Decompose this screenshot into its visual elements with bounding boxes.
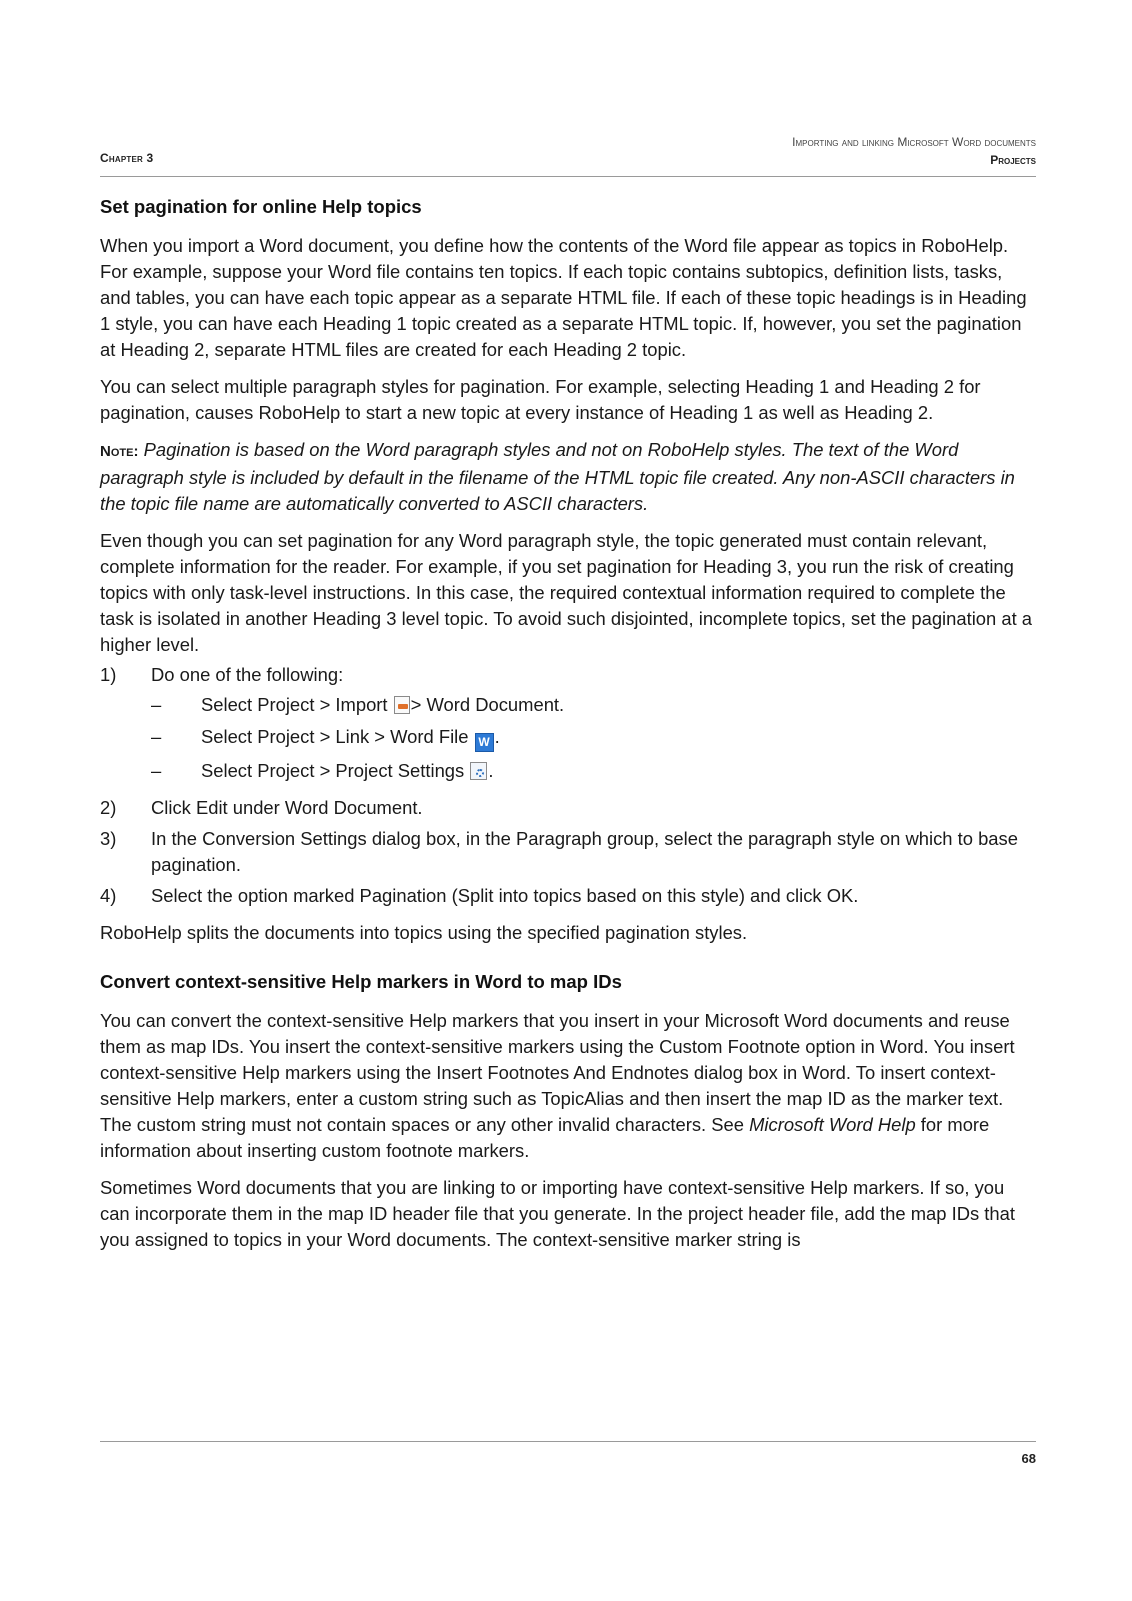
substep-list (151, 692, 1036, 784)
substep-text-tail: > Word Document. (410, 694, 565, 715)
step-text: In the Conversion Settings dialog box, in the Paragraph group, select the paragraph style on which to base pagination. (151, 828, 1018, 875)
paragraph: When you import a Word document, you define how the contents of the Word file appear as topics in RoboHelp. For example, suppose your Word file contains ten topics. If each topic contains subtopics, definition lists, tasks, and tables, you can have each topic appear as a separate HTML file. If each of these topic headings is in Heading 1 style, you can have each Heading 1 topic created as a separate HTML topic. If, however, you set the pagination at Heading 2, separate HTML files are created for each Heading 2 topic. (100, 235, 1027, 360)
note-text: Pagination is based on the Word paragraph styles and not on RoboHelp styles. The text of the Word paragraph style is included by default in the filename of the HTML topic file created. Any non-ASCII characters in the topic file name are automatically converted to ASCII characters. (100, 439, 1015, 514)
step-item (100, 883, 1036, 909)
substep-dash: – (151, 760, 162, 781)
substep-dash: – (151, 726, 162, 747)
step-text: Click Edit under Word Document. (151, 797, 423, 818)
substep-dash: – (151, 694, 162, 715)
procedure-steps (100, 662, 1036, 909)
substep-text: Select Project > Import (201, 694, 393, 715)
substep-item (151, 758, 1036, 784)
step-item (100, 662, 1036, 790)
chapter-label: Chapter 3 (100, 151, 154, 165)
page-number: 68 (1021, 1451, 1036, 1466)
substep-text-tail: . (494, 726, 500, 747)
paragraph: RoboHelp splits the documents into topics using the specified pagination styles. (100, 922, 748, 943)
section-heading-map-ids: Convert context-sensitive Help markers in Word to map IDs (100, 971, 622, 992)
step-number: 2) (100, 797, 117, 818)
step-item (100, 795, 1036, 821)
step-item (100, 826, 1036, 878)
substep-text: Select Project > Project Settings (201, 760, 470, 781)
paragraph: Sometimes Word documents that you are linking to or importing have context-sensitive Help markers. If so, you can incorporate them in the map ID header file that you generate. In the project header file, add the map IDs that you assigned to topics in your Word documents. The context-sensitive marker string is (100, 1177, 1015, 1250)
project-settings-icon (470, 762, 487, 780)
paragraph: You can select multiple paragraph styles for pagination. For example, selecting Heading 1 and Heading 2 for pagination, causes RoboHelp to start a new topic at every instance of Heading 1 as well as Heading 2. (100, 376, 981, 423)
running-header (792, 133, 1036, 169)
note-label: Note: (100, 443, 139, 460)
running-header-title: Importing and linking Microsoft Word documents (792, 135, 1036, 149)
paragraph: You can convert the context-sensitive Help markers that you insert in your Microsoft Word documents and reuse them as map IDs. You insert the context-sensitive markers using the Custom Footnote option in Word. You insert context-sensitive Help markers using the Insert Footnotes And Endnotes dialog box in Word. To insert context-sensitive Help markers, enter a custom string such as TopicAlias and then insert the map ID as the marker text. The custom string must not contain spaces or any other invalid characters. See Microsoft Word Help for more information about inserting custom footnote markers. (100, 1010, 1015, 1161)
step-number: 1) (100, 664, 117, 685)
note-paragraph (100, 437, 1036, 517)
running-header-section: Projects (990, 153, 1036, 167)
substep-text-tail: . (488, 760, 494, 781)
import-icon (394, 696, 410, 714)
step-text: Do one of the following: (151, 664, 344, 685)
page-body (100, 195, 1036, 1264)
substep-text: Select Project > Link > Word File (201, 726, 474, 747)
emphasized-reference: Microsoft Word Help (749, 1114, 916, 1135)
footer-divider (100, 1441, 1036, 1442)
word-file-icon: W (475, 733, 494, 752)
section-heading-pagination: Set pagination for online Help topics (100, 196, 422, 217)
paragraph: Even though you can set pagination for any Word paragraph style, the topic generated must contain relevant, complete information for the reader. For example, if you set pagination for Heading 3, you run the risk of creating topics with only task-level instructions. In this case, the required contextual information required to complete the task is isolated in another Heading 3 level topic. To avoid such disjointed, incomplete topics, set the pagination at a higher level. (100, 530, 1033, 655)
step-number: 3) (100, 828, 117, 849)
header-divider (100, 176, 1036, 177)
step-number: 4) (100, 885, 117, 906)
substep-item (151, 692, 1036, 718)
substep-item (151, 724, 1036, 752)
step-text: Select the option marked Pagination (Split into topics based on this style) and click OK. (151, 885, 859, 906)
